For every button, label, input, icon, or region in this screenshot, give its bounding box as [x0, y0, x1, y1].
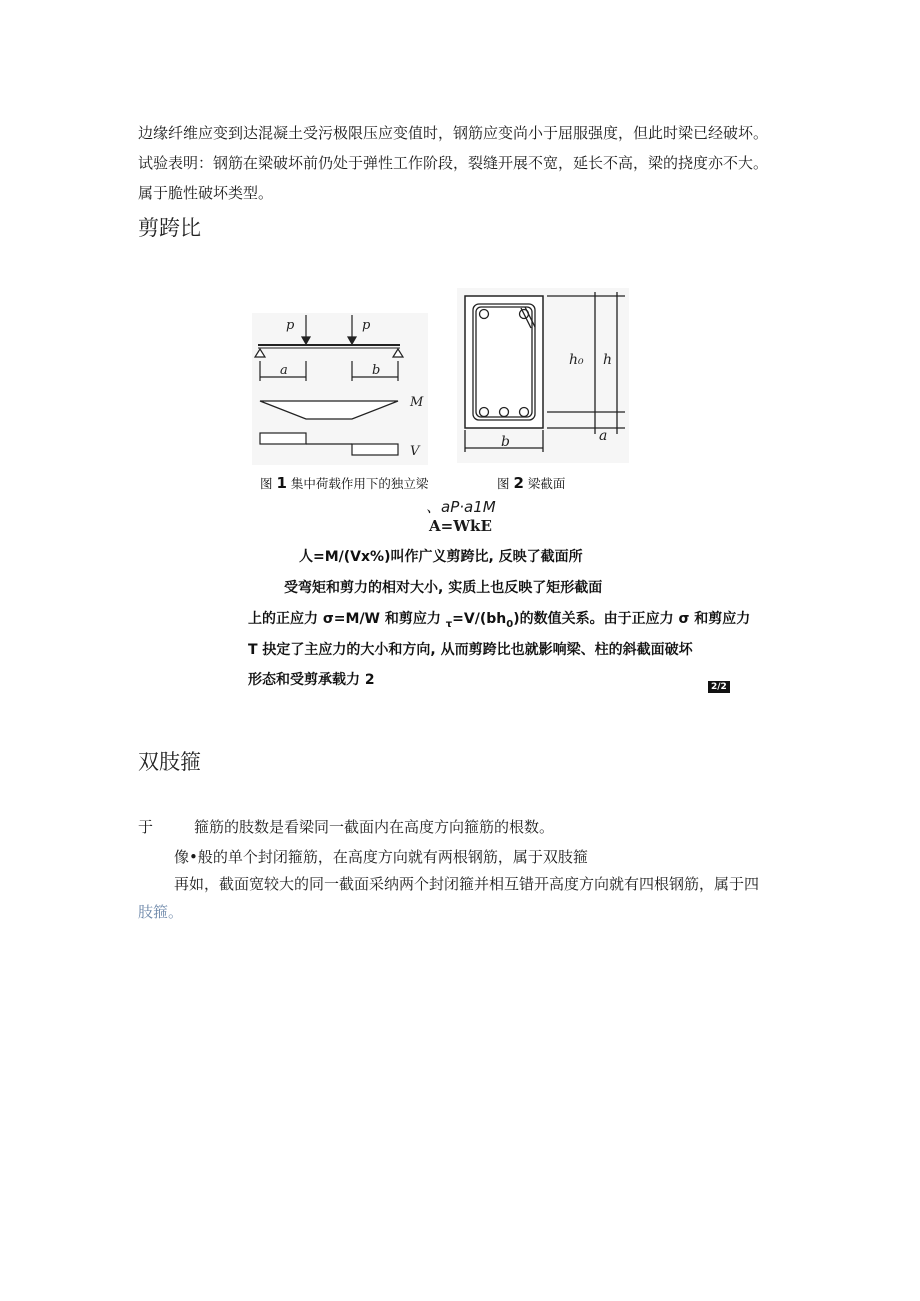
section-label-h0: h₀ — [569, 352, 584, 368]
intro-line-2: 试验表明：钢筋在梁破坏前仍处于弹性工作阶段，裂缝开展不宽，延长不高，梁的挠度亦不大。 — [138, 154, 769, 172]
formula-line-2: A=WkE — [429, 517, 492, 535]
stirrup-line-2: 像•般的单个封闭箍筋，在高度方向就有两根钢筋，属于双肢箍 — [174, 848, 588, 866]
formula-line-1: 、aP·a1M — [426, 498, 496, 516]
beam-label-p-right: p — [362, 318, 371, 333]
shear-ratio-para-line-3: 上的正应力 σ=M/W 和剪应力 $_\tau=V/(bh_0)$的数值关系。由于正应力 σ 和剪应力 — [248, 611, 751, 630]
beam-section-svg — [457, 288, 629, 463]
section-label-h: h — [603, 352, 613, 368]
figure-beam-diagram — [252, 313, 428, 465]
beam-label-a: a — [280, 363, 288, 378]
shear-ratio-para-line-1: 人=M/(Vx%)叫作广义剪跨比, 反映了截面所 — [299, 549, 583, 565]
intro-line-1: 边缘纤维应变到达混凝土受污极限压应变值时，钢筋应变尚小于屈服强度，但此时梁已经破坏。 — [138, 124, 769, 142]
stirrup-line-1-lead: 于 — [138, 818, 154, 836]
shear-ratio-para-line-2: 受弯矩和剪力的相对大小, 实质上也反映了矩形截面 — [284, 580, 603, 596]
beam-label-p-left: p — [286, 318, 295, 333]
beam-diagram-svg — [252, 313, 428, 465]
section-label-b: b — [501, 434, 510, 450]
figure-1-caption: 图 1 集中荷载作用下的独立梁 — [260, 474, 429, 492]
page-number-badge: 2/2 — [708, 681, 730, 693]
stirrup-line-1: 箍筋的肢数是看梁同一截面内在高度方向箍筋的根数。 — [194, 818, 555, 836]
beam-label-b: b — [372, 363, 381, 378]
figure-beam-section — [457, 288, 629, 463]
figure-2-caption: 图 2 梁截面 — [497, 474, 566, 492]
section-label-a: a — [599, 428, 608, 444]
shear-ratio-para-line-4: T 抉定了主应力的大小和方向, 从而剪跨比也就影响梁、柱的斜截面破坏 — [248, 642, 693, 658]
section-heading-double-leg-stirrup: 双肢箍 — [138, 750, 201, 774]
shear-ratio-para-line-5: 形态和受剪承载力 2 — [248, 672, 375, 688]
section-heading-shear-span-ratio: 剪跨比 — [138, 216, 201, 240]
beam-label-shear: V — [410, 444, 420, 459]
stirrup-line-4: 肢箍。 — [138, 903, 184, 921]
beam-label-moment: M — [410, 395, 424, 410]
intro-line-3: 属于脆性破坏类型。 — [138, 184, 274, 202]
stirrup-line-3: 再如，截面宽较大的同一截面采纳两个封闭箍并相互错开高度方向就有四根钢筋，属于四 — [174, 875, 760, 893]
